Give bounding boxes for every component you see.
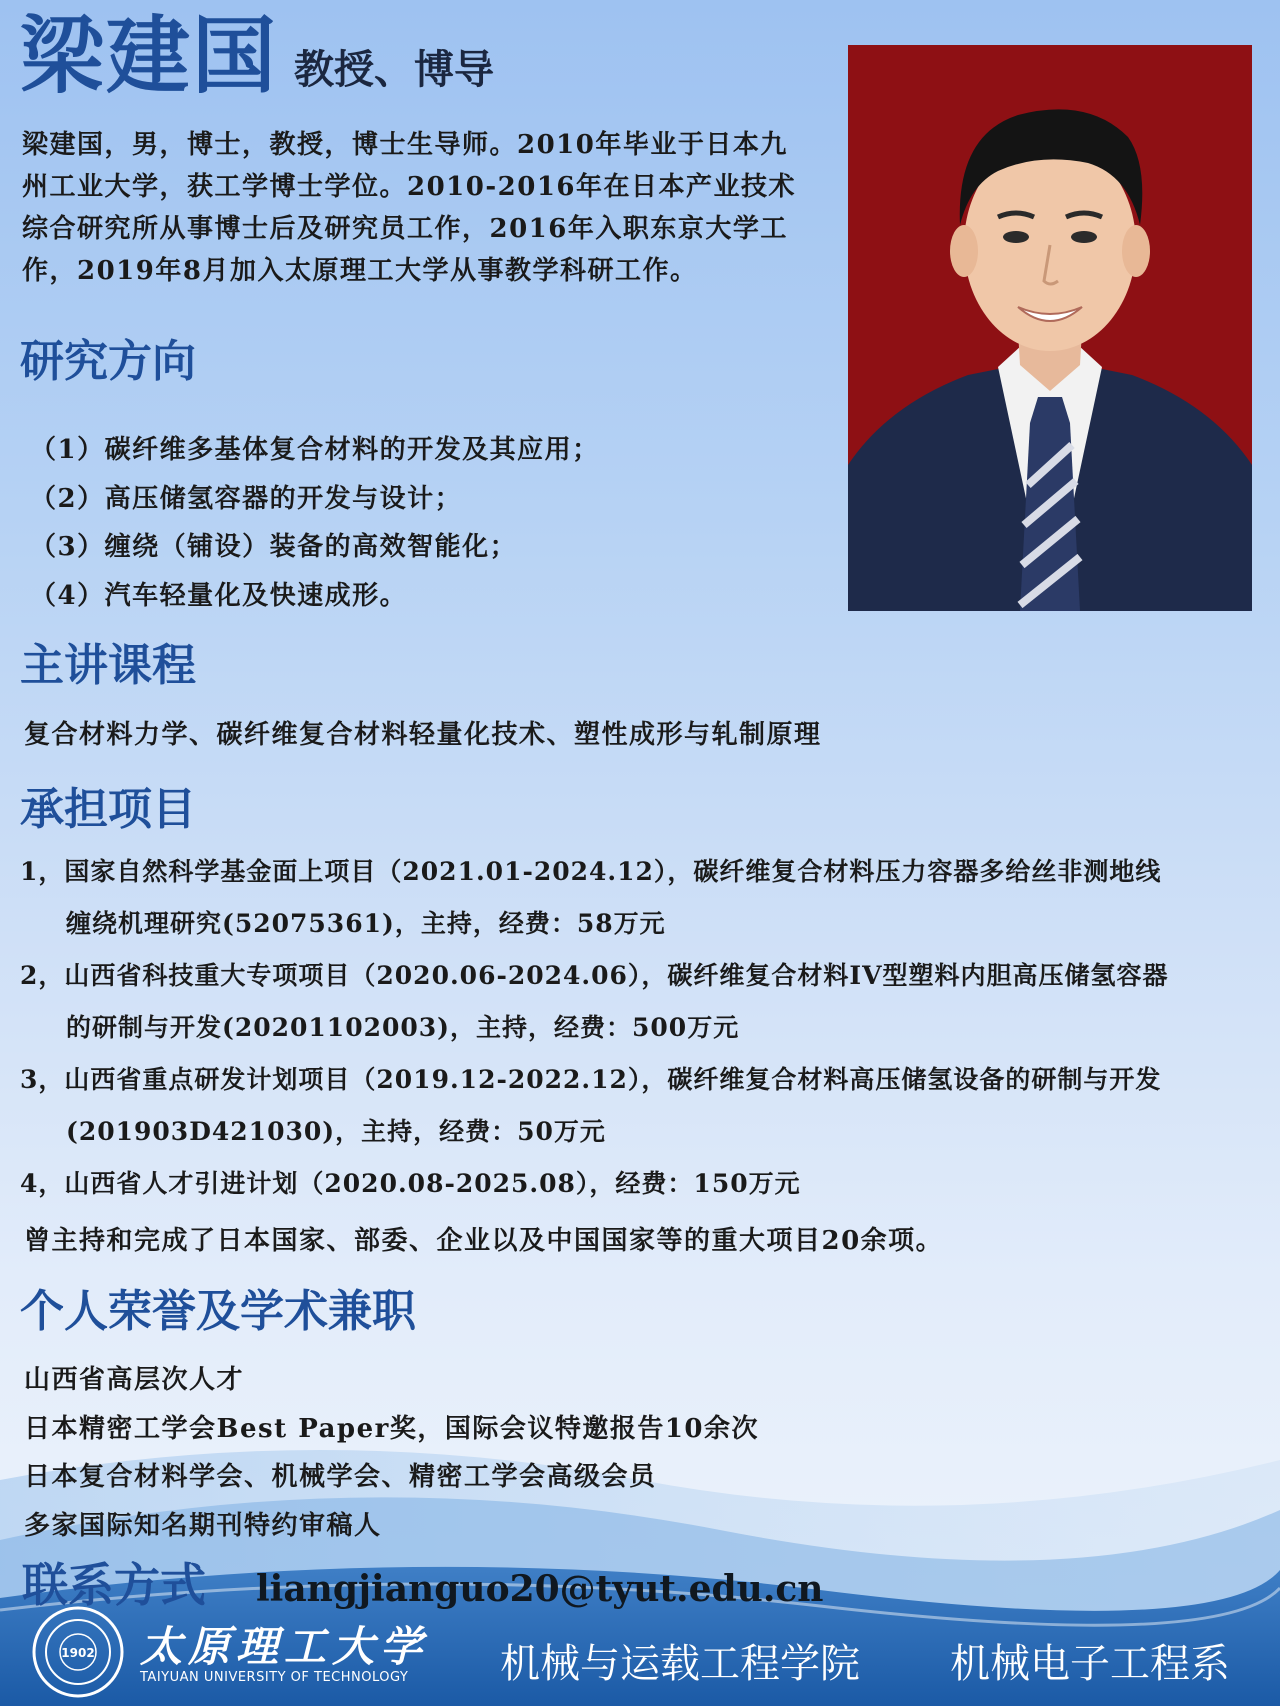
honors-heading: 个人荣誉及学术兼职 [20, 1286, 416, 1337]
university-name-en: TAIYUAN UNIVERSITY OF TECHNOLOGY [140, 1670, 409, 1685]
portrait-photo [848, 45, 1252, 611]
honors-list [24, 1356, 759, 1550]
project-item [20, 1054, 1260, 1158]
list-item: （4）汽车轻量化及快速成形。 [30, 580, 408, 611]
logo-year: 1902 [61, 1646, 95, 1660]
project-line: 的研制与开发(20201102003)，主持，经费：500万元 [66, 1013, 740, 1042]
project-line: 4，山西省人才引进计划（2020.08-2025.08），经费：150万元 [20, 1169, 801, 1198]
list-item: 山西省高层次人才 [24, 1365, 245, 1395]
project-item [20, 1158, 1260, 1210]
courses-text: 复合材料力学、碳纤维复合材料轻量化技术、塑性成形与轧制原理 [24, 720, 822, 750]
contact-email[interactable]: liangjianguo20@tyut.edu.cn [256, 1568, 824, 1610]
list-item: （2）高压储氢容器的开发与设计； [30, 483, 463, 514]
university-name-cn: 太原理工大学 [140, 1622, 429, 1671]
project-line: 3，山西省重点研发计划项目（2019.12-2022.12），碳纤维复合材料高压储氢设备的研制与开发 [20, 1065, 1162, 1094]
list-item: 日本复合材料学会、机械学会、精密工学会高级会员 [24, 1462, 657, 1492]
school-name: 机械与运载工程学院 [500, 1641, 860, 1687]
projects-heading: 承担项目 [20, 784, 196, 835]
list-item: （3）缠绕（铺设）装备的高效智能化； [30, 532, 518, 562]
project-item [20, 846, 1260, 950]
project-line: (201903D421030)，主持，经费：50万元 [66, 1117, 606, 1146]
research-list [30, 426, 600, 620]
university-seal-logo [32, 1606, 124, 1698]
list-item: 多家国际知名期刊特约审稿人 [24, 1510, 382, 1541]
person-name: 梁建国 [20, 7, 279, 105]
project-line: 2，山西省科技重大专项项目（2020.06-2024.06），碳纤维复合材料IV型塑料内胆高压储氢容器 [20, 961, 1169, 990]
department-name: 机械电子工程系 [950, 1641, 1230, 1687]
projects-summary: 曾主持和完成了日本国家、部委、企业以及中国国家等的重大项目20余项。 [24, 1226, 944, 1256]
academic-title: 教授、博导 [294, 47, 494, 93]
list-item: 日本精密工学会Best Paper奖，国际会议特邀报告10余次 [24, 1413, 760, 1444]
project-line: 1，国家自然科学基金面上项目（2021.01-2024.12），碳纤维复合材料压力容器多给丝非测地线 [20, 857, 1162, 886]
courses-heading: 主讲课程 [20, 640, 196, 691]
project-line: 缠绕机理研究(52075361)，主持，经费：58万元 [66, 909, 666, 938]
research-heading: 研究方向 [20, 336, 196, 387]
contact-heading: 联系方式 [22, 1558, 206, 1612]
list-item: （1）碳纤维多基体复合材料的开发及其应用； [30, 435, 600, 465]
biography-text: 梁建国，男，博士，教授，博士生导师。2010年毕业于日本九州工业大学，获工学博士学位。2010-2016年在日本产业技术综合研究所从事博士后及研究员工作，2016年入职东京大学工作，2019年8月加入太原理工大学从事教学科研工作。 [22, 130, 797, 286]
project-item [20, 950, 1260, 1054]
